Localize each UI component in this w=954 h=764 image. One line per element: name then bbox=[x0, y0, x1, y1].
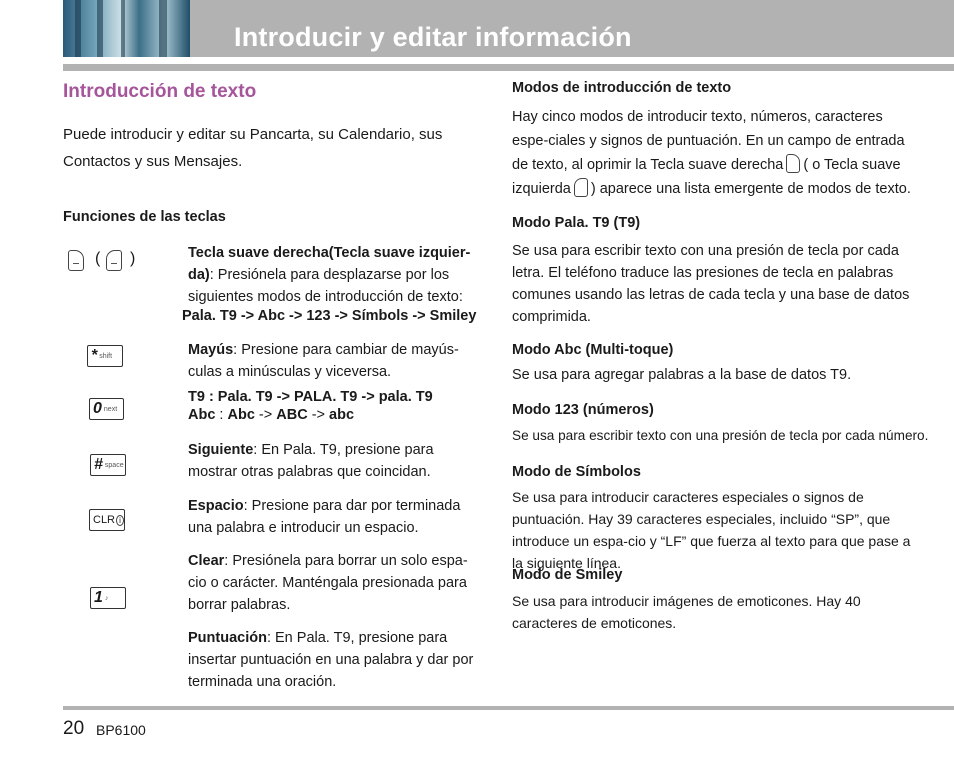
mode-symbols-heading: Modo de Símbolos bbox=[512, 464, 641, 480]
entry-punctuation: Puntuación: En Pala. T9, presione para insertar puntuación en una palabra y dar por terminada una oración. bbox=[188, 630, 474, 690]
one-key-icon: 1 ♪ bbox=[90, 587, 126, 609]
page-title: Introducir y editar información bbox=[234, 22, 632, 52]
entry-space: Espacio: Presione para dar por terminada una palabra e introducir un espacio. bbox=[188, 498, 461, 536]
mode-123-heading: Modo 123 (números) bbox=[512, 402, 654, 418]
mode-sequence: Pala. T9 -> Abc -> 123 -> Símbols -> Smiley bbox=[182, 308, 477, 324]
mode-t9-text: Se usa para escribir texto con una presión de tecla por cada letra. El teléfono traduce las presiones de tecla en palabras comunes usando las letras de cada tecla y una base de datos comprimida. bbox=[512, 243, 910, 325]
right-softkey-icon bbox=[68, 250, 84, 271]
entry-bold: Tecla suave derecha(Tecla suave izquier-da) bbox=[188, 245, 471, 283]
close-paren: ) bbox=[130, 250, 136, 267]
modes-paragraph: Hay cinco modos de introducir texto, números, caracteres espe-ciales y signos de puntuación. En un campo de entrada de texto, al oprimir la Tecla suave derecha ( o Tecla suave izquierda ) aparece una lista emergente de modos de texto. bbox=[512, 109, 911, 197]
right-softkey-inline-icon bbox=[786, 154, 800, 173]
mode-123-text: Se usa para escribir texto con una presión de tecla por cada número. bbox=[512, 428, 929, 443]
entry-clear: Clear: Presiónela para borrar un solo espa-cio o carácter. Manténgala presionada para borrar palabras. bbox=[188, 553, 468, 613]
mode-smiley-text: Se usa para introducir imágenes de emoticones. Hay 40 caracteres de emoticones. bbox=[512, 593, 861, 631]
header-photo bbox=[63, 0, 190, 57]
star-shift-key-icon: * shift bbox=[87, 345, 123, 367]
entry-shift: Mayús: Presione para cambiar de mayús-culas a minúsculas y viceversa. bbox=[188, 342, 459, 380]
clr-key-icon: CLR i bbox=[89, 509, 125, 531]
mode-symbols-text: Se usa para introducir caracteres especiales o signos de puntuación. Hay 39 caracteres especiales, incluido “SP”, que introduce un espa-cio y “LF” que fuerza al texto para que pase a la siguiente línea. bbox=[512, 489, 911, 571]
entry-next: Siguiente: En Pala. T9, presione para mostrar otras palabras que coincidan. bbox=[188, 442, 434, 480]
open-paren: ( bbox=[95, 250, 101, 267]
intro-paragraph: Puede introducir y editar su Pancarta, su Calendario, sus Contactos y sus Mensajes. bbox=[63, 126, 443, 170]
footer-divider bbox=[63, 706, 954, 710]
header-divider bbox=[63, 64, 954, 71]
model-name: BP6100 bbox=[96, 722, 146, 738]
mode-abc-heading: Modo Abc (Multi-toque) bbox=[512, 342, 674, 358]
hash-space-key-icon: # space bbox=[90, 454, 126, 476]
page-number: 20 bbox=[63, 718, 85, 739]
zero-next-key-icon: 0 next bbox=[89, 398, 124, 420]
left-softkey-inline-icon bbox=[574, 178, 588, 197]
section-title: Introducción de texto bbox=[63, 81, 257, 102]
mode-t9-heading: Modo Pala. T9 (T9) bbox=[512, 215, 641, 231]
mode-smiley-heading: Modo de Smiley bbox=[512, 567, 623, 583]
entry-softkeys bbox=[188, 242, 478, 308]
entry-text: : Presiónela para desplazarse por los siguientes modos de introducción de texto: bbox=[188, 267, 463, 305]
keys-heading: Funciones de las teclas bbox=[63, 209, 226, 225]
mode-abc-text: Se usa para agregar palabras a la base de datos T9. bbox=[512, 367, 852, 383]
modes-heading: Modos de introducción de texto bbox=[512, 80, 732, 96]
entry-t9: T9 : Pala. T9 -> PALA. T9 -> pala. T9 Abc : Abc -> ABC -> abc bbox=[188, 389, 433, 423]
left-softkey-icon bbox=[106, 250, 122, 271]
